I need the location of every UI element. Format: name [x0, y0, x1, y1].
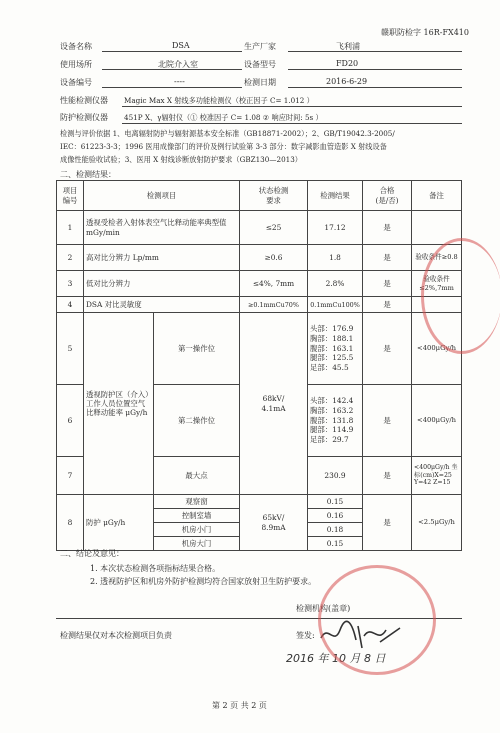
basis-line-1: 检测与评价依据 1、电离辐射防护与辐射源基本安全标准（GB18871-2002）；2、GB/T19042.3-2005/	[60, 129, 395, 138]
disclaimer: 检测结果仅对本次检测项目负责	[60, 631, 172, 640]
table-row: 4 DSA 对比灵敏度 ≥0.1mmCu70% 0.1mmCu100% 是	[57, 297, 462, 313]
header-req: 状态检测 要求	[240, 181, 308, 211]
table-row: 7 最大点 230.9 是 <400μGy/h 坐标(cm)X=25 Y=42 Z=15	[57, 457, 462, 495]
table-row: 1 透视受检者入射体表空气比释动能率典型值 mGy/min ≤25 17.12 是	[57, 211, 462, 245]
header-no: 项目 编号	[57, 181, 84, 211]
table-row: 8 防护 μGy/h 观察窗 65kV/ 8.9mA 0.15 是 <2.5μGy/h	[57, 495, 462, 509]
conclusion-line-2: 2. 透视防护区和机房外防护检测均符合国家放射卫生防护要求。	[90, 577, 317, 586]
section-title-results: 二、检测结果：	[60, 170, 116, 179]
location-label: 使用场所	[60, 60, 92, 69]
document-code: 赣职防检字 16R-FX410	[381, 28, 469, 37]
conclusion-line-1: 1. 本次状态检测各项指标结果合格。	[90, 564, 221, 573]
device-name-label: 设备名称	[60, 42, 92, 51]
header-result: 检测结果	[308, 181, 363, 211]
table-row: 6 第二操作位 头部：142.4 胸部：163.2 腹部：131.8 腿部：114.9 足部：29.7 是 <400μGy/h	[57, 385, 462, 457]
device-no-value: ----	[174, 77, 185, 86]
header-item: 检测项目	[84, 181, 240, 211]
red-seal-stamp-right	[421, 238, 500, 354]
protect-instrument-value: 451P X、γ辐射仪（① 校准因子 C= 1.08 ② 响应时间: 5s ）	[124, 113, 323, 122]
model-label: 设备型号	[244, 60, 276, 69]
page-number: 第 2 页 共 2 页	[212, 701, 267, 710]
header-pass: 合格 (是/否)	[363, 181, 412, 211]
table-row: 5 透视防护区（介入）工作人员位置空气比释动能率 μGy/h 第一操作位 68kV/ 4.1mA 头部：176.9 胸部：188.1 腹部：163.1 腿部：125.5 足部：45.5 是 <400μGy/h	[57, 313, 462, 385]
basis-line-3: 成像性能验收试验；3、医用 X 射线诊断放射防护要求（GBZ130—2013）	[60, 155, 302, 164]
header-note: 备注	[412, 181, 462, 211]
manufacturer-value: 飞利浦	[336, 42, 360, 51]
device-no-label: 设备编号	[60, 78, 92, 87]
test-date-label: 检测日期	[244, 78, 276, 87]
test-date-value: 2016-6-29	[326, 77, 368, 86]
model-value: FD20	[336, 59, 359, 68]
protect-instrument-label: 防护检测仪器	[60, 113, 108, 122]
results-table	[56, 180, 462, 551]
manufacturer-label: 生产厂家	[244, 42, 276, 51]
table-row: 控制室墙 0.16	[57, 509, 462, 523]
location-value: 北院介入室	[158, 60, 198, 69]
instrument-label: 性能检测仪器	[60, 96, 108, 105]
table-row: 机房大门 0.15	[57, 537, 462, 551]
issue-label: 签发:	[296, 631, 315, 640]
agency-seal-label: 检测机构(盖章)	[296, 604, 351, 613]
device-name-value: DSA	[172, 41, 190, 50]
basis-line-2: IEC：61223-3-3；1996 医用成像部门的评价及例行试验第 3-3 部分：数字减影血管造影 X 射线设备	[60, 142, 387, 151]
instrument-value: Magic Max X 射线多功能检测仪（校正因子 C= 1.012 ）	[124, 96, 314, 105]
table-header-row	[57, 181, 462, 211]
conclusion-title: 二、结论及意见：	[60, 549, 124, 558]
handwritten-date: 2016 年 10 月 8 日	[286, 652, 386, 665]
red-seal-stamp-agency	[318, 565, 436, 675]
table-row: 3 低对比分辨力 ≤4%, 7mm 2.8% 是 验收条件≤2%,7mm	[57, 271, 462, 297]
table-row: 机房小门 0.18	[57, 523, 462, 537]
table-row: 2 高对比分辨力 Lp/mm ≥0.6 1.8 是 验收条件≥0.8	[57, 245, 462, 271]
